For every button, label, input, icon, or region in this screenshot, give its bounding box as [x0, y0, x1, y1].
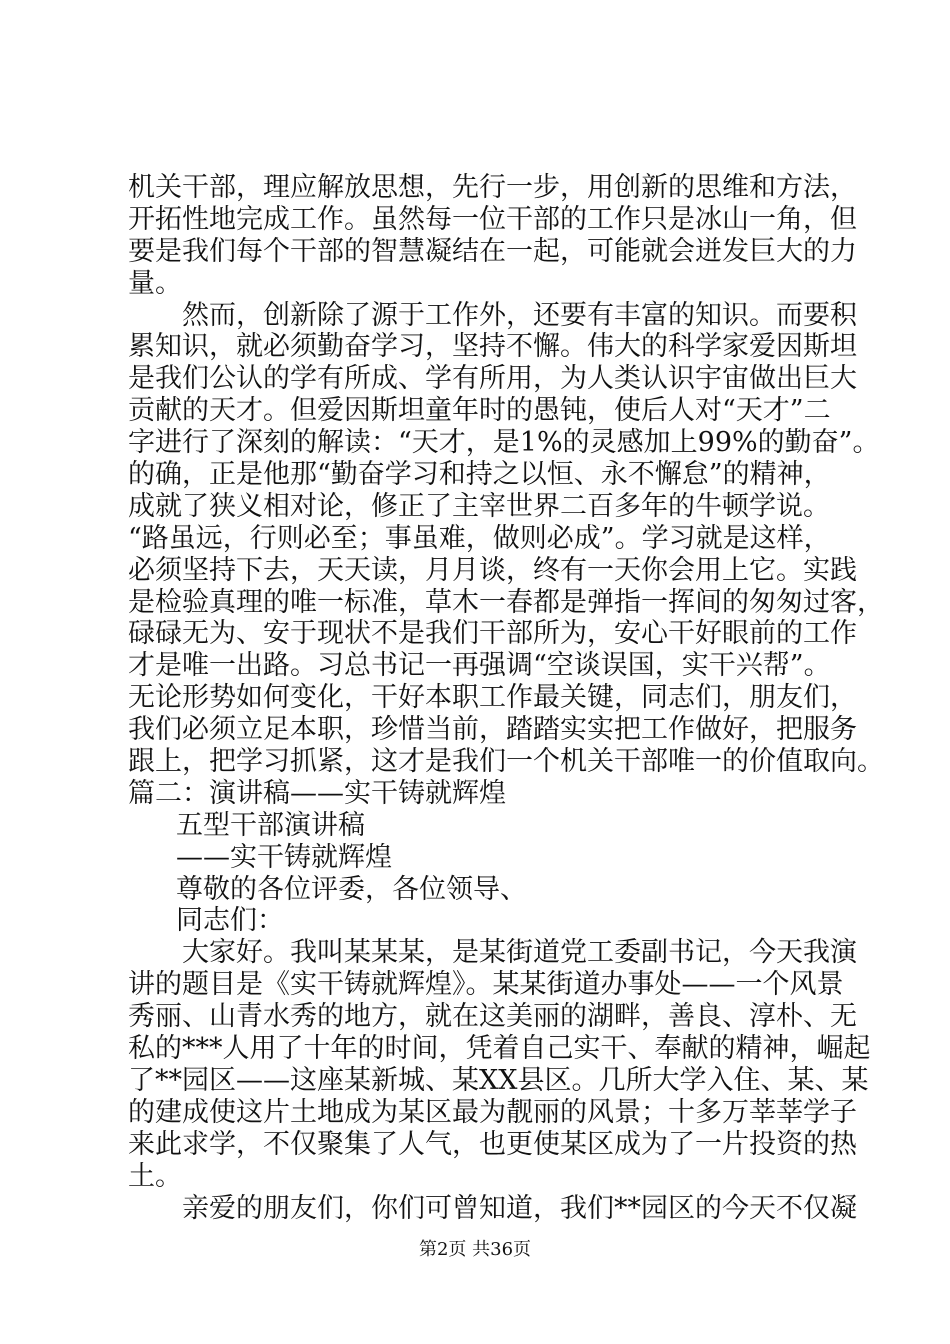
- text-line: 要是我们每个干部的智慧凝结在一起，可能就会迸发巨大的力: [128, 235, 857, 267]
- text-line: 才是唯一出路。习总书记一再强调“空谈误国，实干兴帮”。: [128, 650, 831, 682]
- text-line: 无论形势如何变化，干好本职工作最关键，同志们，朋友们，: [128, 682, 857, 714]
- text-line: “路虽远，行则必至；事虽难，做则必成”。学习就是这样，: [128, 522, 831, 554]
- text-line: 的建成使这片土地成为某区最为靓丽的风景；十多万莘莘学子: [128, 1096, 857, 1128]
- text-line: 量。: [128, 267, 182, 299]
- text-line: 必须坚持下去，天天读，月月谈，终有一天你会用上它。实践: [128, 554, 857, 586]
- text-line: 讲的题目是《实干铸就辉煌》。某某街道办事处——一个风景: [128, 969, 844, 1001]
- text-line: 字进行了深刻的解读：“天才，是1%的灵感加上99%的勤奋”。: [128, 427, 880, 459]
- text-line: 了**园区——这座某新城、某XX县区。几所大学入住、某、某: [128, 1064, 869, 1096]
- text-line: 来此求学，不仅聚集了人气，也更使某区成为了一片投资的热: [128, 1128, 857, 1160]
- text-line: 跟上，把学习抓紧，这才是我们一个机关干部唯一的价值取向。: [128, 746, 884, 778]
- text-line: 秀丽、山青水秀的地方，就在这美丽的湖畔，善良、淳朴、无: [128, 1001, 857, 1033]
- text-line: 累知识，就必须勤奋学习，坚持不懈。伟大的科学家爱因斯坦: [128, 331, 857, 363]
- document-body: [128, 172, 884, 1224]
- paragraph-start-line: 然而，创新除了源于工作外，还要有丰富的知识。而要积: [182, 299, 857, 331]
- paragraph-start-line: 大家好。我叫某某某，是某街道党工委副书记，今天我演: [182, 937, 857, 969]
- paragraph-start-line: 亲爱的朋友们，你们可曾知道，我们**园区的今天不仅凝: [182, 1192, 857, 1224]
- section-heading: 篇二：演讲稿——实干铸就辉煌: [128, 777, 506, 809]
- text-line: 开拓性地完成工作。虽然每一位干部的工作只是冰山一角，但: [128, 203, 857, 235]
- text-line: 的确，正是他那“勤奋学习和持之以恒、永不懈怠”的精神，: [128, 459, 831, 491]
- text-line: 我们必须立足本职，珍惜当前，踏踏实实把工作做好，把服务: [128, 714, 857, 746]
- salutation-line: 尊敬的各位评委，各位领导、: [176, 873, 527, 905]
- text-line: 贡献的天才。但爱因斯坦童年时的愚钝，使后人对“天才”二: [128, 395, 831, 427]
- text-line: 成就了狭义相对论，修正了主宰世界二百多年的牛顿学说。: [128, 490, 830, 522]
- salutation-line: 同志们：: [176, 905, 284, 937]
- text-line: 私的***人用了十年的时间，凭着自己实干、奉献的精神，崛起: [128, 1033, 871, 1065]
- text-line: 土。: [128, 1160, 182, 1192]
- text-line: 机关干部，理应解放思想，先行一步，用创新的思维和方法，: [128, 172, 857, 203]
- speech-title: 五型干部演讲稿: [176, 809, 365, 841]
- page-footer: 第2页 共36页: [418, 1239, 532, 1260]
- text-line: 碌碌无为、安于现状不是我们干部所为，安心干好眼前的工作: [128, 618, 857, 650]
- text-line: 是我们公认的学有所成、学有所用，为人类认识宇宙做出巨大: [128, 363, 857, 395]
- text-line: 是检验真理的唯一标准，草木一春都是弹指一挥间的匆匆过客，: [128, 586, 884, 618]
- speech-subtitle: ——实干铸就辉煌: [176, 841, 392, 873]
